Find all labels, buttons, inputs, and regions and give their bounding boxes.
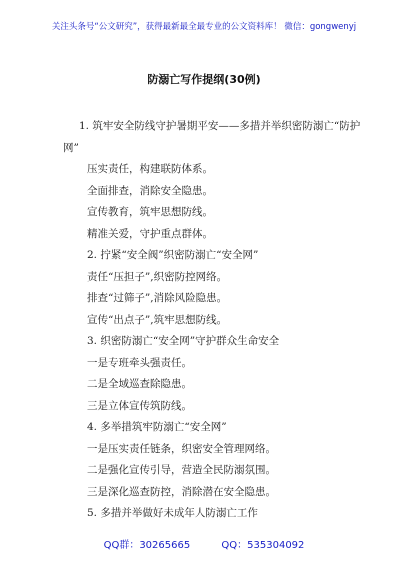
section-heading-2: 2. 拧紧“安全阀”织密防溺亡“安全网” — [87, 249, 259, 261]
footer-qq-group: QQ群：30265665 — [103, 540, 191, 551]
section-4-item-2: 二是强化宣传引导，营造全民防溺氛围。 — [87, 464, 276, 476]
header-banner: 关注头条号“公文研究”，获得最新最全最专业的公文资料库！ 微信：gongwenyj — [51, 22, 357, 32]
footer-qq: QQ：535304092 — [221, 540, 305, 551]
section-2-item-3: 宣传“出点子”,筑牢思想防线。 — [87, 313, 228, 326]
section-1-item-1: 压实责任，构建联防体系。 — [87, 163, 213, 175]
section-2-item-2: 排查“过筛子”,消除风险隐患。 — [87, 292, 228, 304]
footer-contact — [0, 536, 408, 551]
section-1-item-3: 宣传教育，筑牢思想防线。 — [87, 206, 213, 218]
section-1-item-4: 精准关爱，守护重点群体。 — [87, 227, 213, 240]
section-heading-4: 4. 多举措筑牢防溺亡“安全网” — [87, 421, 227, 433]
section-4-item-1: 一是压实责任链条，织密安全管理网络。 — [87, 442, 276, 455]
section-4-item-3: 三是深化巡查防控，消除潜在安全隐患。 — [87, 485, 276, 498]
section-heading-1: 1. 筑牢安全防线守护暑期平安——多措并举织密防溺亡“防护网” — [63, 120, 361, 154]
section-1-item-2: 全面排查，消除安全隐患。 — [87, 184, 213, 197]
section-3-item-1: 一是专班牵头强责任。 — [87, 356, 192, 369]
document-body — [63, 116, 367, 525]
document-title: 防溺亡写作提纲(30例) — [147, 73, 261, 86]
section-3-item-2: 二是全域巡查除隐患。 — [87, 378, 192, 390]
section-2-item-1: 责任“压担子”,织密防控网络。 — [87, 270, 228, 283]
section-heading-5: 5. 多措并举做好未成年人防溺亡工作 — [87, 507, 258, 519]
section-heading-3: 3. 织密防溺亡“安全网”守护群众生命安全 — [87, 335, 280, 347]
section-3-item-3: 三是立体宣传筑防线。 — [87, 399, 192, 412]
